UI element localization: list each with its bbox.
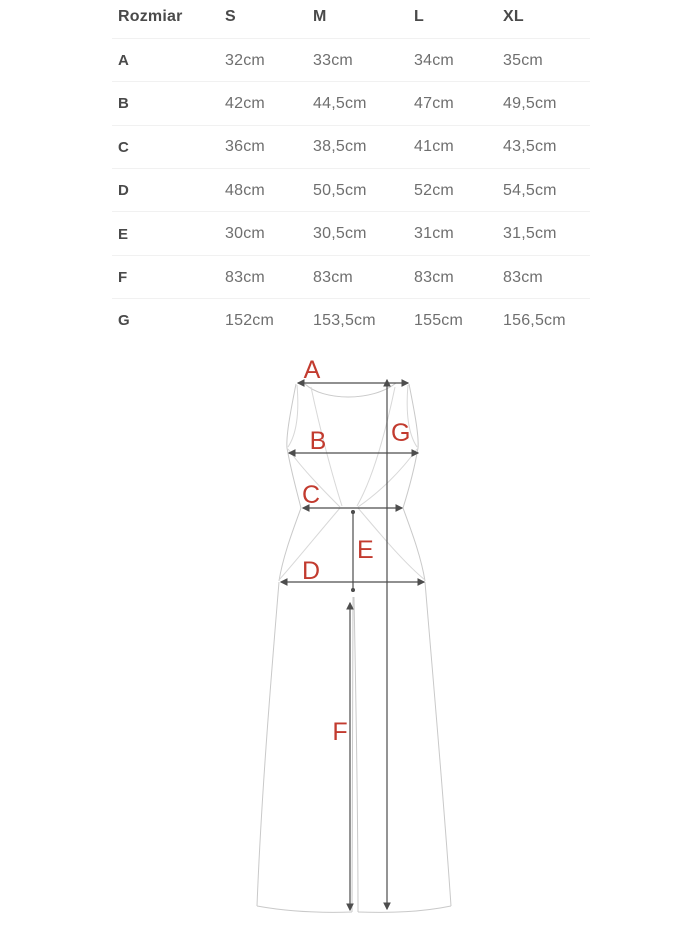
measurement-value: 32cm [225,51,265,69]
measurement-value: 42cm [225,94,265,112]
slit-right-edge [354,597,358,912]
measurement-value: 30,5cm [313,225,367,243]
measurement-value: 41cm [414,138,454,156]
measurement-value: 48cm [225,181,265,199]
measurement-row-label-e: E [118,225,129,243]
label-a: A [303,356,321,384]
measurement-value: 153,5cm [313,311,376,329]
measurement-value: 35cm [503,51,543,69]
size-column-header-m: M [313,8,327,26]
label-b: B [309,427,327,455]
label-f: F [332,718,348,746]
measurement-row-label-b: B [118,95,130,113]
measurement-value: 31,5cm [503,225,557,243]
left-armhole [288,385,298,447]
measurement-value: 44,5cm [313,94,367,112]
measurement-row-label-a: A [118,52,130,70]
measurement-value: 83cm [225,268,265,286]
measurement-row-label-d: D [118,182,130,200]
measurement-value: 152cm [225,311,275,329]
label-e: E [357,536,374,564]
neckline [305,383,396,397]
measurement-value: 38,5cm [313,138,367,156]
size-column-header-xl: XL [503,8,524,26]
measurement-value: 33cm [313,51,353,69]
slit-left-edge [352,597,353,912]
dimension-labels [302,356,410,746]
label-c: C [301,481,321,509]
size-column-header: Rozmiar [118,8,183,26]
measurement-value: 30cm [225,225,265,243]
label-g: G [391,419,411,447]
right-princess-seam [357,387,395,506]
measurement-value: 43,5cm [503,138,557,156]
measurement-value: 54,5cm [503,181,557,199]
size-column-header-s: S [225,8,236,26]
size-column-header-l: L [414,8,424,26]
left-skirt-edge [257,582,279,906]
measurement-value: 83cm [313,268,353,286]
measurement-value: 83cm [503,268,543,286]
measurement-row-label-f: F [118,269,128,287]
dress-outline [257,383,451,912]
measurement-value: 83cm [414,268,454,286]
left-hip-flare [279,508,301,581]
measurement-value: 47cm [414,94,454,112]
measurement-value: 50,5cm [313,181,367,199]
measurement-row-label-c: C [118,138,130,156]
label-d: D [301,557,321,585]
measurement-value: 156,5cm [503,311,566,329]
measurement-row-label-g: G [118,312,130,330]
right-skirt-edge [425,582,451,906]
measurement-value: 34cm [414,51,454,69]
measurement-value: 155cm [414,311,464,329]
left-hem [257,906,352,912]
right-hem [358,906,451,912]
measurement-value: 49,5cm [503,94,557,112]
measurement-value: 36cm [225,138,265,156]
measurement-value: 52cm [414,181,454,199]
measurement-value: 31cm [414,225,454,243]
